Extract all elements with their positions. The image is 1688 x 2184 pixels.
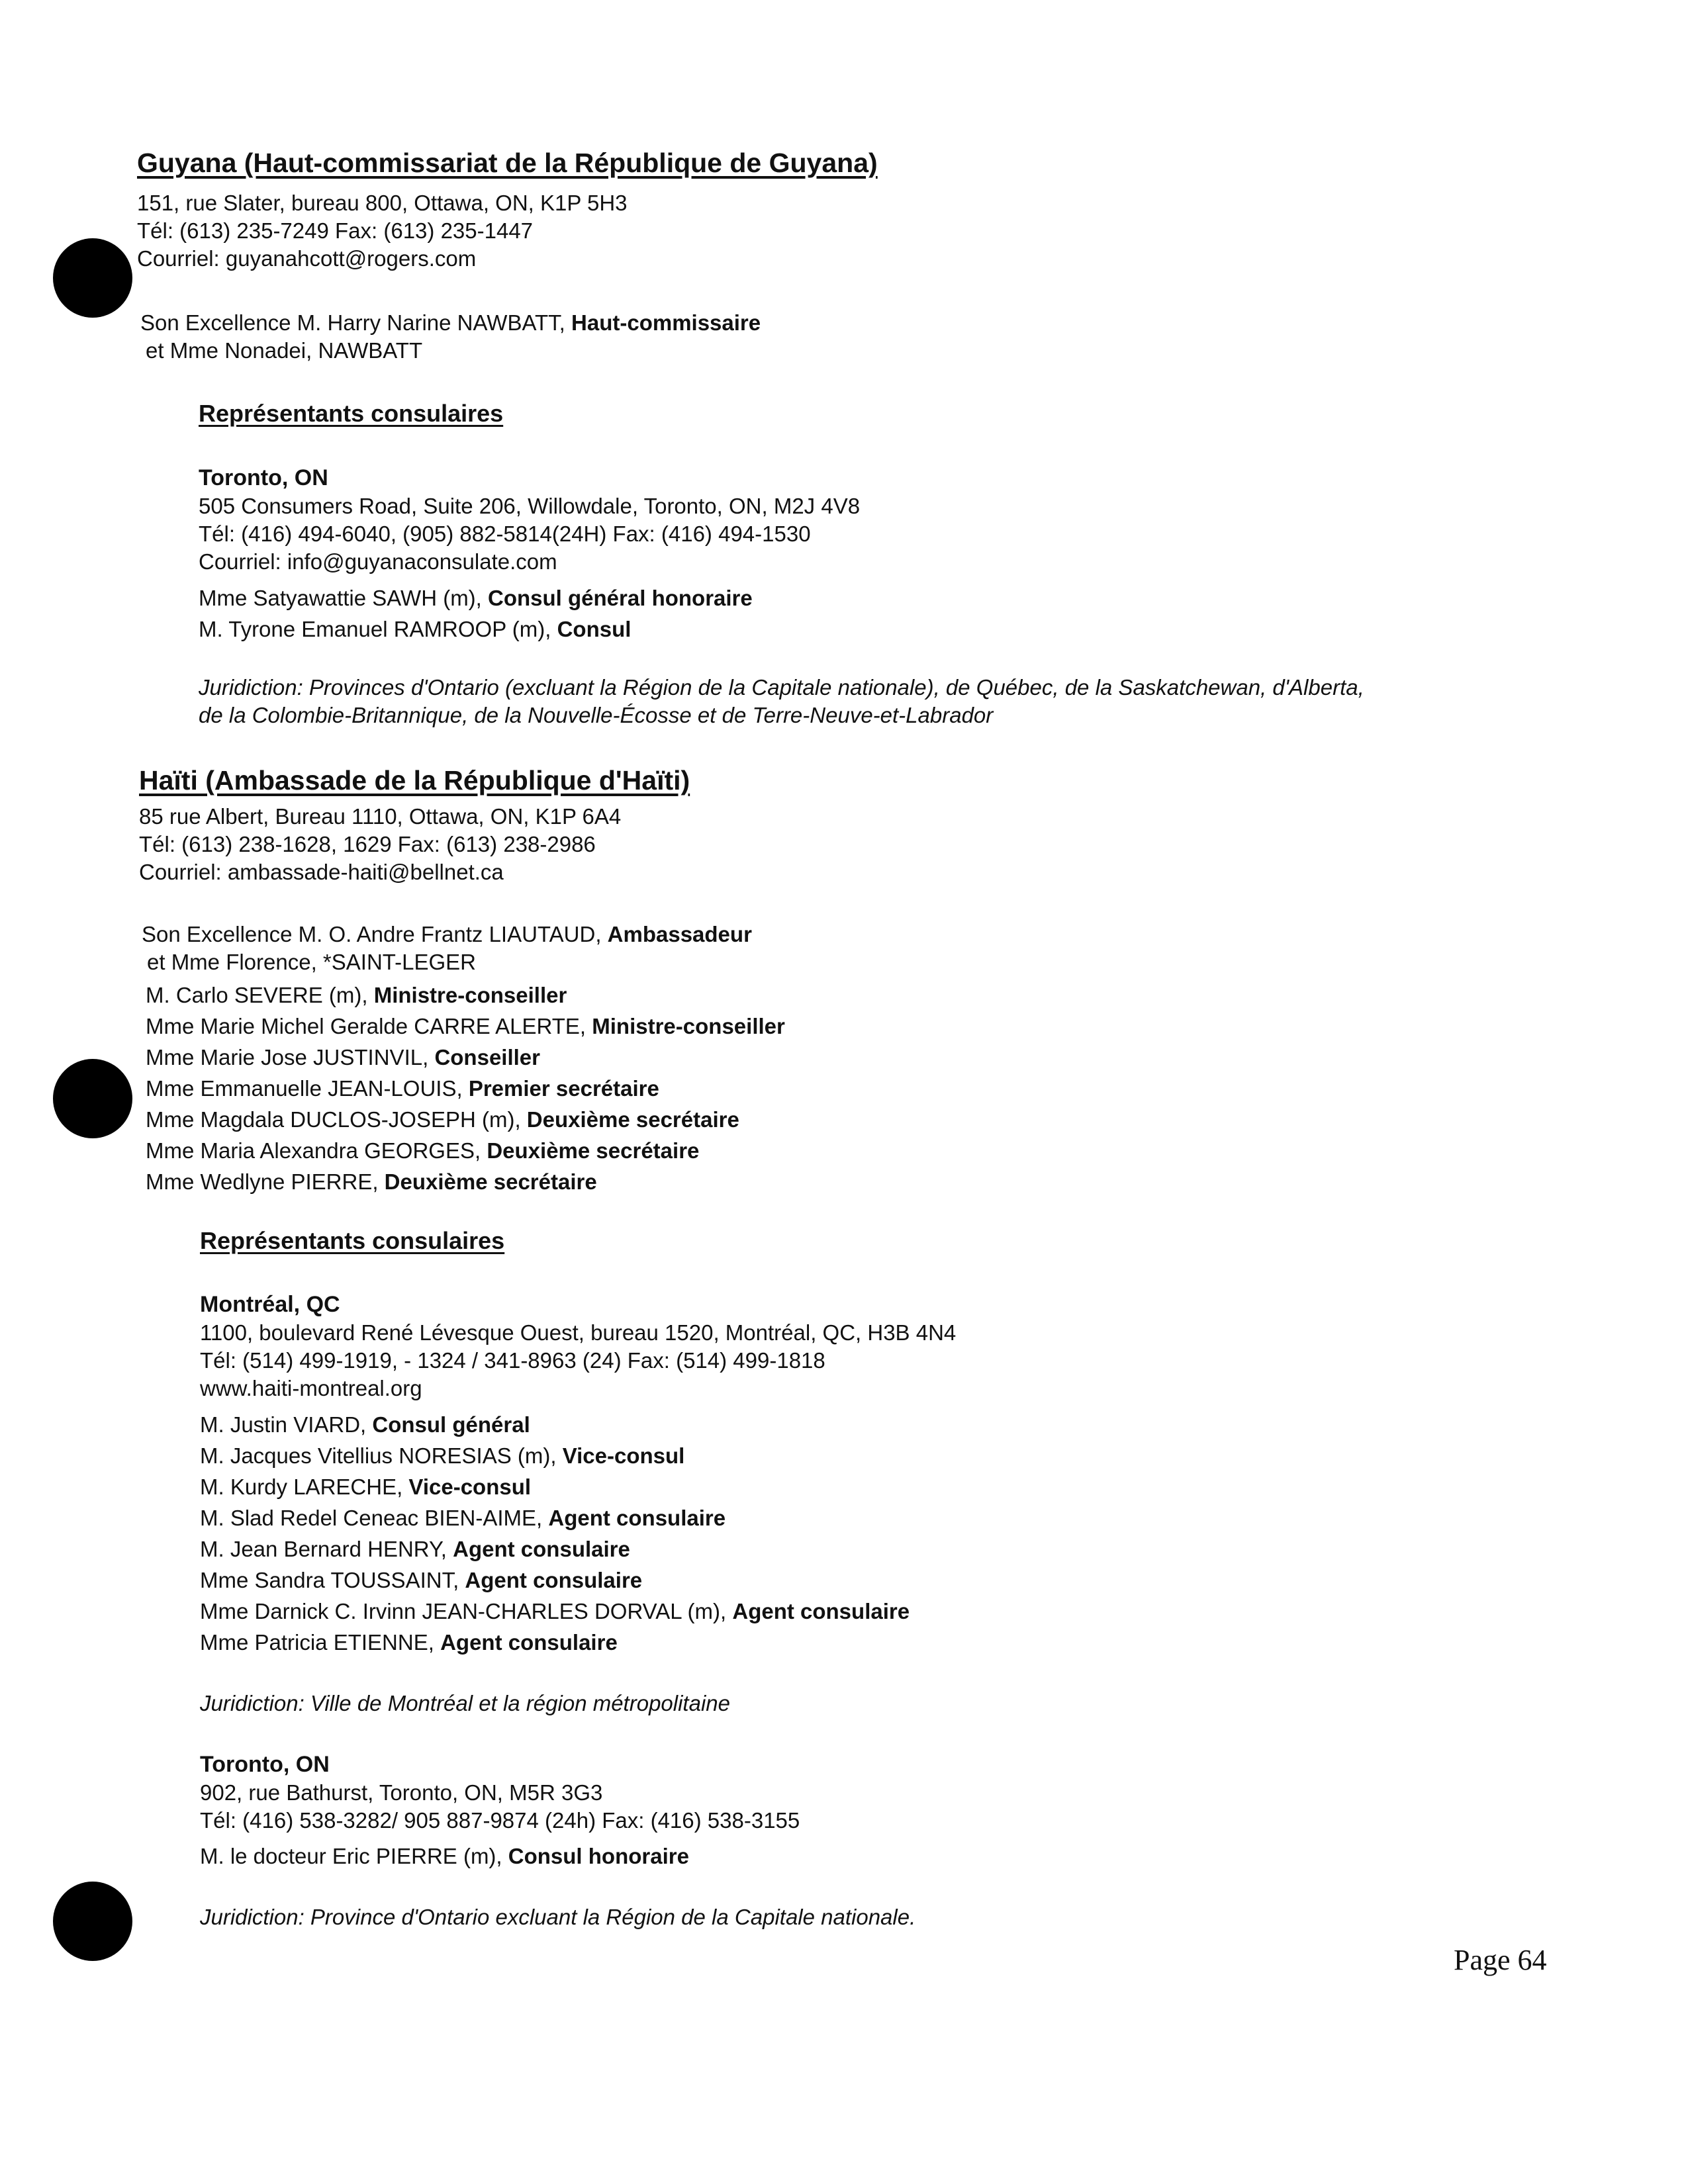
person-name: Son Excellence M. O. Andre Frantz LIAUTAUD,: [142, 922, 608, 946]
haiti-toronto-address: 902, rue Bathurst, Toronto, ON, M5R 3G3: [200, 1780, 603, 1805]
person-name: Mme Patricia ETIENNE,: [200, 1630, 441, 1655]
person-name: Son Excellence M. Harry Narine NAWBATT,: [140, 310, 572, 335]
person-title: Consul honoraire: [508, 1844, 689, 1868]
haiti-montreal-staff-row: [200, 1629, 618, 1656]
haiti-staff-row: [146, 982, 567, 1009]
haiti-address: 85 rue Albert, Bureau 1110, Ottawa, ON, K1P 6A4: [139, 804, 622, 829]
haiti-staff-row: [146, 1044, 540, 1071]
haiti-toronto-jurisdiction: Juridiction: Province d'Ontario excluant la Région de la Capitale nationale.: [200, 1905, 916, 1929]
guyana-consular-heading: Représentants consulaires: [199, 400, 504, 427]
haiti-montreal-staff-row: [200, 1598, 910, 1625]
haiti-staff-row: [146, 1075, 659, 1102]
punch-hole-top: [53, 238, 132, 318]
haiti-staff-row: [146, 1013, 785, 1040]
haiti-spouse: et Mme Florence, *SAINT-LEGER: [147, 950, 476, 974]
guyana-toronto-city: Toronto, ON: [199, 465, 328, 490]
haiti-montreal-address: 1100, boulevard René Lévesque Ouest, bureau 1520, Montréal, QC, H3B 4N4: [200, 1320, 957, 1345]
haiti-phone: Tél: (613) 238-1628, 1629 Fax: (613) 238-2986: [139, 832, 596, 856]
person-title: Haut-commissaire: [571, 310, 761, 335]
person-name: Mme Wedlyne PIERRE,: [146, 1169, 385, 1194]
person-name: Mme Marie Jose JUSTINVIL,: [146, 1045, 435, 1069]
haiti-montreal-staff-row: [200, 1536, 630, 1563]
person-title: Deuxième secrétaire: [526, 1107, 739, 1132]
person-name: Mme Satyawattie SAWH (m),: [199, 586, 489, 610]
person-title: Agent consulaire: [465, 1568, 643, 1592]
person-title: Consul général: [372, 1412, 530, 1437]
guyana-phone: Tél: (613) 235-7249 Fax: (613) 235-1447: [137, 218, 534, 243]
haiti-montreal-staff-row: [200, 1412, 530, 1438]
person-title: Ministre-conseiller: [592, 1014, 785, 1038]
person-name: Mme Magdala DUCLOS-JOSEPH (m),: [146, 1107, 527, 1132]
haiti-staff-row: [146, 1138, 699, 1164]
person-title: Deuxième secrétaire: [384, 1169, 597, 1194]
person-name: Mme Emmanuelle JEAN-LOUIS,: [146, 1076, 469, 1101]
haiti-toronto-city: Toronto, ON: [200, 1752, 330, 1777]
person-name: M. Justin VIARD,: [200, 1412, 373, 1437]
guyana-toronto-email: Courriel: info@guyanaconsulate.com: [199, 549, 557, 574]
haiti-montreal-staff-row: [200, 1443, 684, 1469]
haiti-montreal-staff-row: [200, 1474, 531, 1500]
guyana-toronto-jurisdiction-cont: de la Colombie-Britannique, de la Nouvelle-Écosse et de Terre-Neuve-et-Labrador: [199, 703, 994, 727]
person-title: Consul général honoraire: [488, 586, 753, 610]
person-name: M. Kurdy LARECHE,: [200, 1475, 409, 1499]
guyana-toronto-staff-row: [199, 616, 631, 643]
person-name: M. Tyrone Emanuel RAMROOP (m),: [199, 617, 557, 641]
person-title: Premier secrétaire: [468, 1076, 659, 1101]
person-title: Agent consulaire: [732, 1599, 910, 1623]
haiti-email: Courriel: ambassade-haiti@bellnet.ca: [139, 860, 504, 884]
haiti-montreal-website: www.haiti-montreal.org: [200, 1376, 422, 1400]
guyana-toronto-jurisdiction: Juridiction: Provinces d'Ontario (excluant la Région de la Capitale nationale), de Québec, de la Saskatchewan, d'Alberta,: [199, 675, 1364, 700]
guyana-heading: Guyana (Haut-commissariat de la République de Guyana): [137, 148, 878, 178]
person-name: M. le docteur Eric PIERRE (m),: [200, 1844, 508, 1868]
haiti-heading: Haïti (Ambassade de la République d'Haïti): [139, 765, 690, 796]
haiti-staff-row: [146, 1107, 739, 1133]
guyana-toronto-staff-row: [199, 585, 753, 612]
person-title: Ambassadeur: [607, 922, 752, 946]
page-number: Page 64: [1454, 1944, 1547, 1976]
person-name: Mme Sandra TOUSSAINT,: [200, 1568, 465, 1592]
haiti-consular-heading: Représentants consulaires: [200, 1227, 505, 1254]
person-title: Consul: [557, 617, 632, 641]
haiti-staff-row: [146, 1169, 597, 1195]
guyana-spouse: et Mme Nonadei, NAWBATT: [146, 338, 423, 363]
person-name: Mme Darnick C. Irvinn JEAN-CHARLES DORVAL (m),: [200, 1599, 733, 1623]
haiti-montreal-staff-row: [200, 1505, 726, 1531]
person-name: Mme Marie Michel Geralde CARRE ALERTE,: [146, 1014, 592, 1038]
punch-hole-bottom: [53, 1882, 132, 1961]
haiti-toronto-phone: Tél: (416) 538-3282/ 905 887-9874 (24h) Fax: (416) 538-3155: [200, 1808, 800, 1833]
person-title: Deuxième secrétaire: [487, 1138, 700, 1163]
person-title: Agent consulaire: [453, 1537, 630, 1561]
person-name: Mme Maria Alexandra GEORGES,: [146, 1138, 487, 1163]
guyana-head-of-mission: [140, 310, 761, 336]
person-title: Ministre-conseiller: [373, 983, 567, 1007]
haiti-montreal-city: Montréal, QC: [200, 1292, 340, 1317]
haiti-head-of-mission: [142, 921, 752, 948]
person-title: Conseiller: [434, 1045, 540, 1069]
haiti-montreal-phone: Tél: (514) 499-1919, - 1324 / 341-8963 (24) Fax: (514) 499-1818: [200, 1348, 825, 1373]
haiti-montreal-jurisdiction: Juridiction: Ville de Montréal et la région métropolitaine: [200, 1691, 730, 1715]
punch-hole-middle: [53, 1059, 132, 1138]
person-title: Vice-consul: [562, 1443, 685, 1468]
person-name: M. Jean Bernard HENRY,: [200, 1537, 453, 1561]
person-name: M. Slad Redel Ceneac BIEN-AIME,: [200, 1506, 549, 1530]
haiti-toronto-staff-row: [200, 1843, 689, 1870]
guyana-toronto-address: 505 Consumers Road, Suite 206, Willowdale, Toronto, ON, M2J 4V8: [199, 494, 861, 518]
person-title: Vice-consul: [408, 1475, 532, 1499]
person-title: Agent consulaire: [440, 1630, 618, 1655]
person-name: M. Jacques Vitellius NORESIAS (m),: [200, 1443, 563, 1468]
person-title: Agent consulaire: [548, 1506, 726, 1530]
guyana-email: Courriel: guyanahcott@rogers.com: [137, 246, 477, 271]
person-name: M. Carlo SEVERE (m),: [146, 983, 374, 1007]
guyana-toronto-phone: Tél: (416) 494-6040, (905) 882-5814(24H) Fax: (416) 494-1530: [199, 522, 811, 546]
haiti-montreal-staff-row: [200, 1567, 642, 1594]
guyana-address: 151, rue Slater, bureau 800, Ottawa, ON, K1P 5H3: [137, 191, 628, 215]
